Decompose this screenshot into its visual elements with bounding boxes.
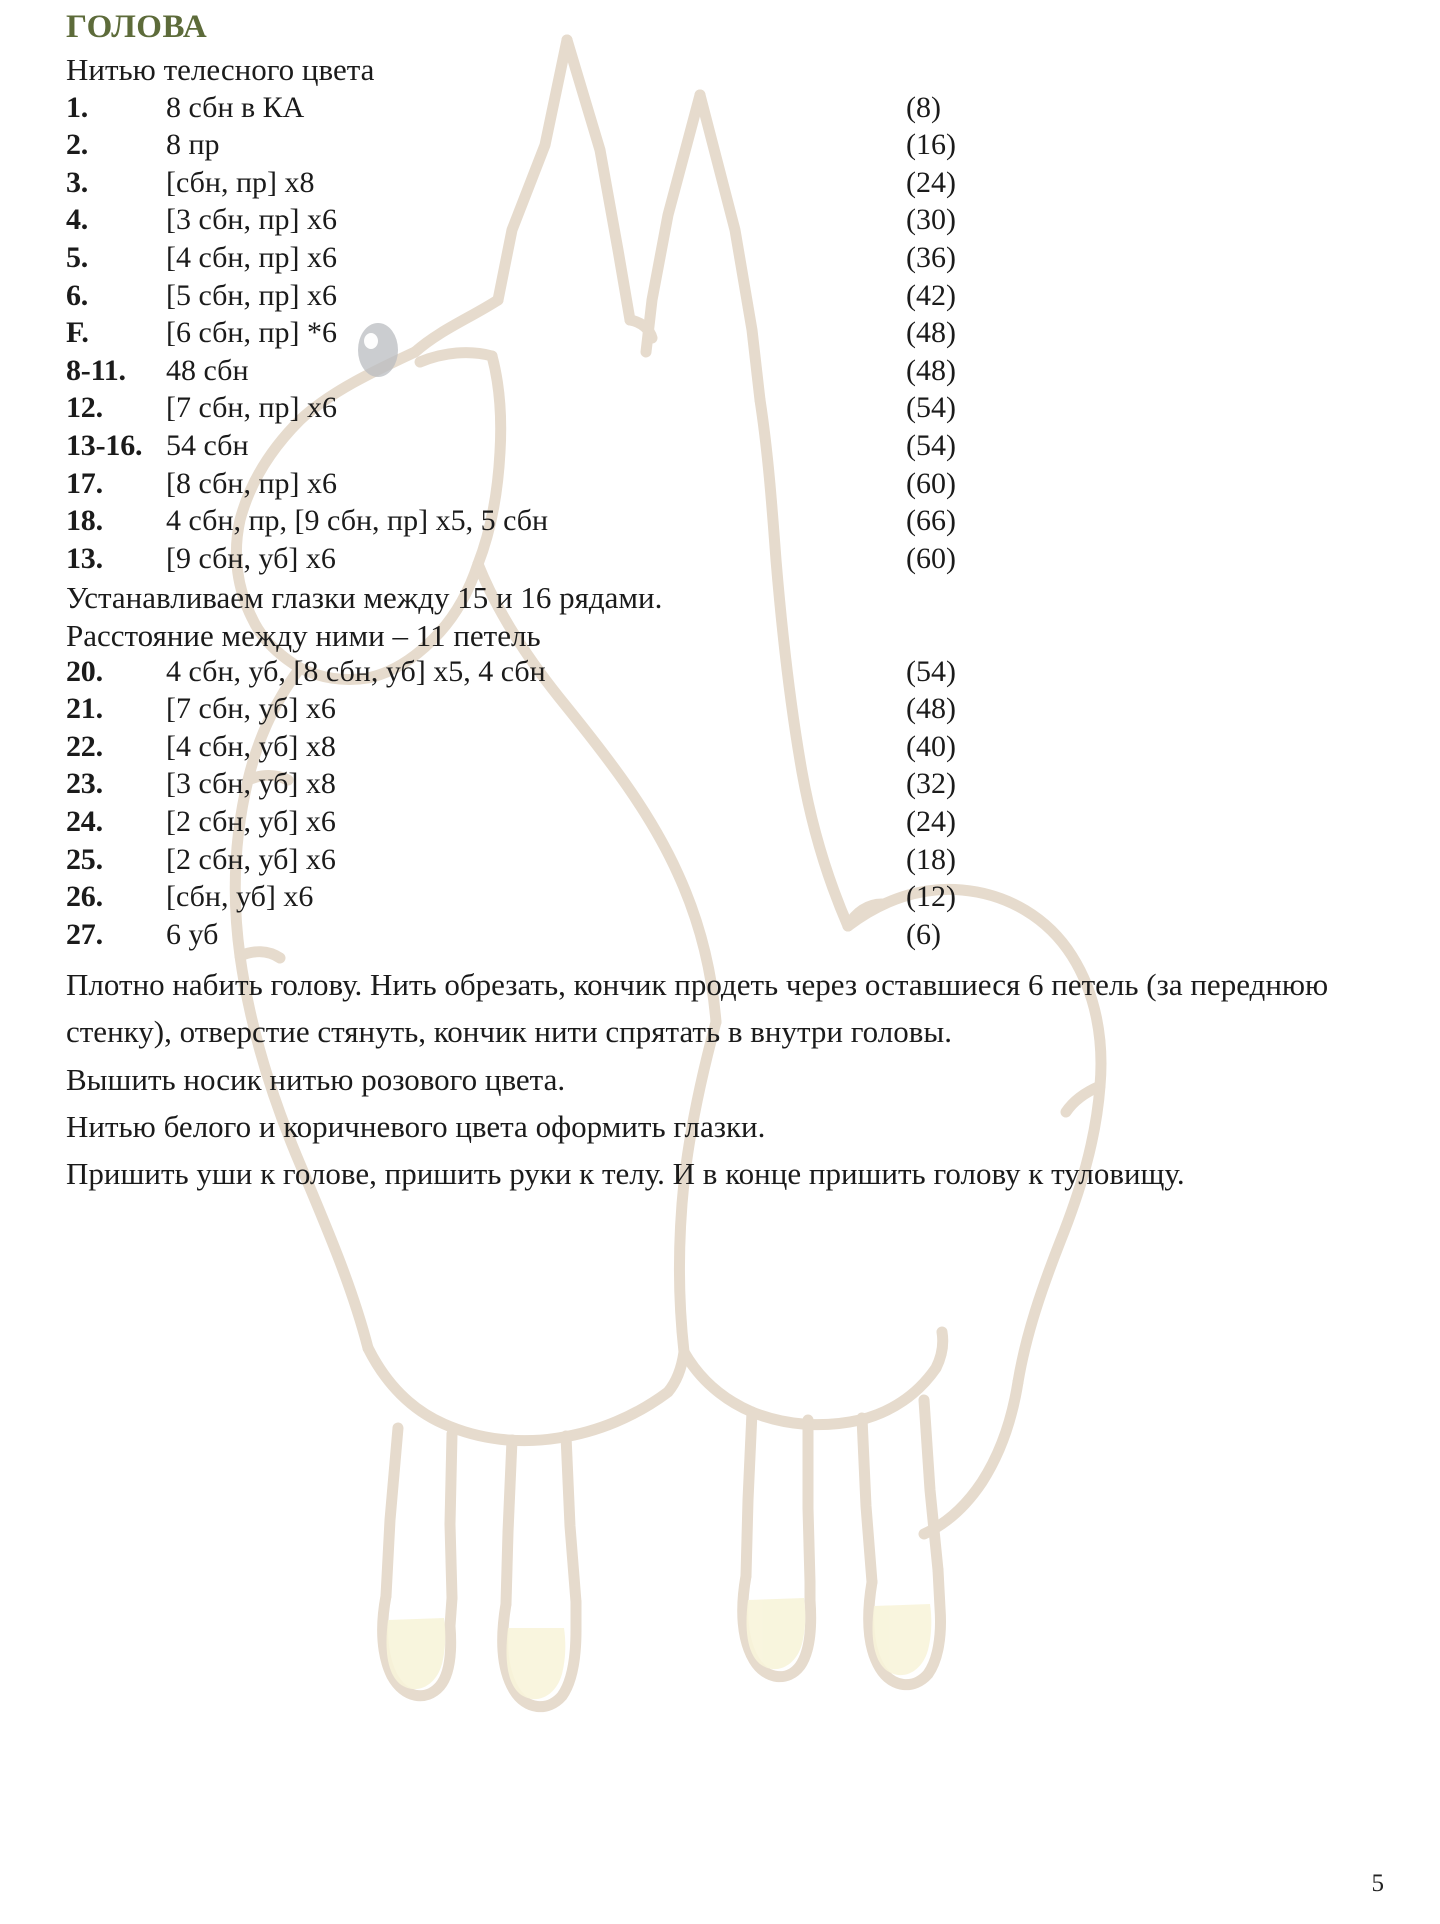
row-number: 17. bbox=[66, 466, 103, 500]
row-instruction: [6 сбн, пр] *6 bbox=[166, 316, 338, 350]
row-number: 18. bbox=[66, 504, 103, 538]
pattern-row bbox=[0, 880, 1440, 918]
row-instruction: [5 сбн, пр] х6 bbox=[166, 278, 338, 312]
closing-paragraph: Плотно набить голову. Нить обрезать, кончик продеть через оставшиеся 6 петель (за переднюю стенку), отверстие стянуть, кончик нити спрятать в внутри головы. bbox=[66, 967, 1329, 1050]
row-stitch-count: (48) bbox=[906, 692, 956, 726]
pattern-row bbox=[0, 692, 1440, 730]
row-instruction: [2 сбн, уб] х6 bbox=[166, 842, 336, 876]
row-stitch-count: (6) bbox=[906, 917, 941, 951]
eye-placement-note-1: Устанавливаем глазки между 15 и 16 рядами. bbox=[66, 580, 663, 616]
row-number: 2. bbox=[66, 128, 89, 162]
row-number: 5. bbox=[66, 241, 89, 275]
row-instruction: 4 сбн, уб, [8 сбн, уб] х5, 4 сбн bbox=[166, 654, 546, 688]
page-title: ГОЛОВА bbox=[66, 9, 208, 45]
row-number: 21. bbox=[66, 692, 103, 726]
row-stitch-count: (60) bbox=[906, 541, 956, 575]
pattern-row bbox=[0, 203, 1440, 241]
row-stitch-count: (24) bbox=[906, 804, 956, 838]
row-instruction: [8 сбн, пр] х6 bbox=[166, 466, 338, 500]
row-stitch-count: (48) bbox=[906, 316, 956, 350]
pattern-row-list-part2 bbox=[0, 655, 1440, 956]
pattern-row bbox=[0, 391, 1440, 429]
row-stitch-count: (42) bbox=[906, 278, 956, 312]
row-number: 25. bbox=[66, 842, 103, 876]
eye-placement-note-2: Расстояние между ними – 11 петель bbox=[66, 617, 541, 653]
row-stitch-count: (54) bbox=[906, 391, 956, 425]
pattern-row bbox=[0, 241, 1440, 279]
pattern-row bbox=[0, 655, 1440, 693]
row-instruction: [3 сбн, пр] х6 bbox=[166, 203, 338, 237]
row-instruction: 54 сбн bbox=[166, 428, 249, 462]
row-instruction: [7 сбн, пр] х6 bbox=[166, 391, 338, 425]
row-number: 3. bbox=[66, 165, 89, 199]
closing-paragraph: Пришить уши к голове, пришить руки к телу. И в конце пришить голову к туловищу. bbox=[66, 1155, 1185, 1191]
row-stitch-count: (32) bbox=[906, 767, 956, 801]
row-stitch-count: (16) bbox=[906, 128, 956, 162]
row-stitch-count: (40) bbox=[906, 729, 956, 763]
pattern-row bbox=[0, 767, 1440, 805]
row-instruction: [2 сбн, уб] х6 bbox=[166, 804, 336, 838]
row-instruction: 8 сбн в КА bbox=[166, 90, 305, 124]
row-instruction: [сбн, уб] х6 bbox=[166, 880, 314, 914]
row-instruction: 6 уб bbox=[166, 917, 219, 951]
pattern-row bbox=[0, 429, 1440, 467]
row-instruction: 48 сбн bbox=[166, 353, 249, 387]
closing-paragraph: Нитью белого и коричневого цвета оформить глазки. bbox=[66, 1108, 766, 1144]
page-number: 5 bbox=[1371, 1870, 1384, 1897]
pattern-row bbox=[0, 730, 1440, 768]
row-number: 12. bbox=[66, 391, 103, 425]
row-stitch-count: (24) bbox=[906, 165, 956, 199]
yarn-color-note: Нитью телесного цвета bbox=[66, 51, 375, 87]
pattern-row bbox=[0, 316, 1440, 354]
row-stitch-count: (8) bbox=[906, 90, 941, 124]
row-stitch-count: (36) bbox=[906, 241, 956, 275]
row-instruction: 8 пр bbox=[166, 128, 220, 162]
row-instruction: [9 сбн, уб] х6 bbox=[166, 541, 336, 575]
pattern-row bbox=[0, 128, 1440, 166]
row-stitch-count: (54) bbox=[906, 428, 956, 462]
row-instruction: [7 сбн, уб] х6 bbox=[166, 692, 336, 726]
row-number: 27. bbox=[66, 917, 103, 951]
pattern-row bbox=[0, 918, 1440, 956]
row-number: 22. bbox=[66, 729, 103, 763]
row-stitch-count: (54) bbox=[906, 654, 956, 688]
row-number: 13. bbox=[66, 541, 103, 575]
row-number: 26. bbox=[66, 880, 103, 914]
row-stitch-count: (30) bbox=[906, 203, 956, 237]
pattern-row bbox=[0, 166, 1440, 204]
row-number: 6. bbox=[66, 278, 89, 312]
pattern-row-list-part1 bbox=[0, 91, 1440, 580]
row-instruction: 4 сбн, пр, [9 сбн, пр] х5, 5 сбн bbox=[166, 504, 549, 538]
pattern-row bbox=[0, 843, 1440, 881]
row-instruction: [3 сбн, уб] х8 bbox=[166, 767, 336, 801]
row-stitch-count: (12) bbox=[906, 880, 956, 914]
row-stitch-count: (66) bbox=[906, 504, 956, 538]
row-number: 13-16. bbox=[66, 428, 143, 462]
row-instruction: [4 сбн, пр] х6 bbox=[166, 241, 338, 275]
pattern-row bbox=[0, 542, 1440, 580]
row-number: 24. bbox=[66, 804, 103, 838]
row-number: 23. bbox=[66, 767, 103, 801]
row-stitch-count: (60) bbox=[906, 466, 956, 500]
closing-paragraph: Вышить носик нитью розового цвета. bbox=[66, 1061, 566, 1097]
pattern-row bbox=[0, 91, 1440, 129]
pattern-row bbox=[0, 805, 1440, 843]
pattern-row bbox=[0, 467, 1440, 505]
row-number: 1. bbox=[66, 90, 89, 124]
row-number: 4. bbox=[66, 203, 89, 237]
row-number: 8-11. bbox=[66, 353, 126, 387]
pattern-row bbox=[0, 279, 1440, 317]
row-stitch-count: (48) bbox=[906, 353, 956, 387]
row-stitch-count: (18) bbox=[906, 842, 956, 876]
row-number: 20. bbox=[66, 654, 103, 688]
row-instruction: [4 сбн, уб] х8 bbox=[166, 729, 336, 763]
pattern-row bbox=[0, 504, 1440, 542]
row-number: F. bbox=[66, 316, 89, 350]
pattern-row bbox=[0, 354, 1440, 392]
row-instruction: [сбн, пр] х8 bbox=[166, 165, 315, 199]
